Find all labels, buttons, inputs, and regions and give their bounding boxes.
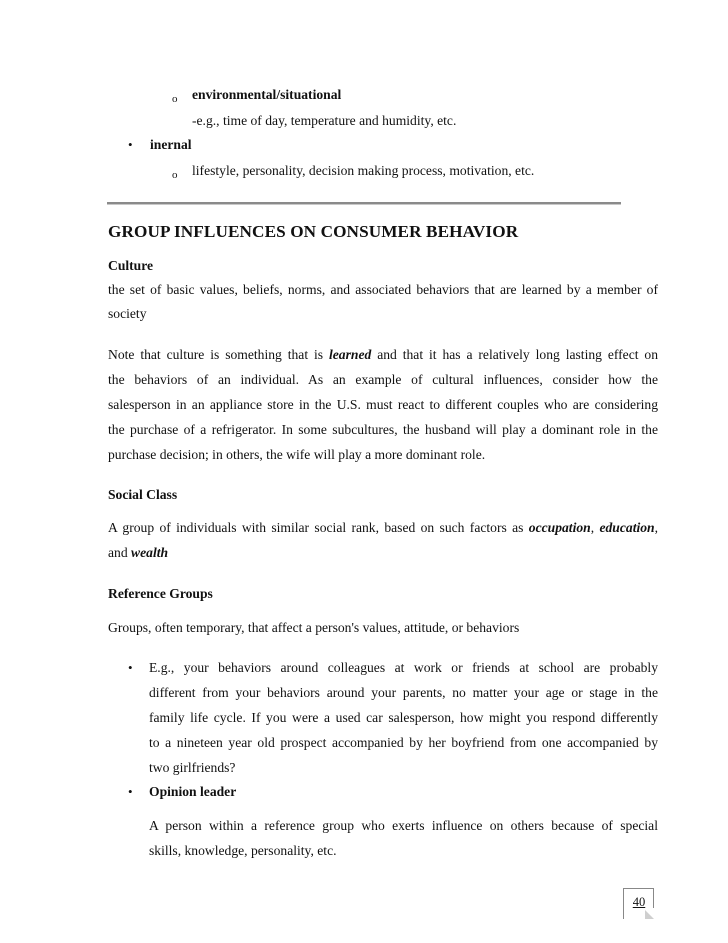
page-number-box-edge [653, 888, 654, 908]
page-number-box [623, 888, 654, 919]
separator: , [654, 520, 659, 535]
circle-bullet-icon: o [172, 93, 178, 105]
reference-groups-heading: Reference Groups [108, 586, 213, 601]
culture-note-prefix: Note that culture is something that is [108, 347, 324, 362]
page-number: 40 [632, 895, 646, 909]
social-class-line [108, 545, 168, 561]
culture-note-line: the behaviors of an individual. As an example of cultural influences, consider how the [108, 372, 658, 387]
social-class-emphasis: occupation [528, 520, 591, 535]
social-class-text: A group of individuals with similar social rank, based on such factors as [108, 520, 524, 535]
culture-note-line: purchase decision; in others, the wife will play a more dominant role. [108, 447, 486, 462]
internal-example: lifestyle, personality, decision making process, motivation, etc. [192, 163, 535, 178]
social-class-line [108, 520, 658, 536]
page-fold-icon [645, 910, 654, 919]
opinion-leader-label: Opinion leader [149, 784, 237, 799]
separator: , [590, 520, 595, 535]
social-class-emphasis: wealth [131, 545, 169, 560]
culture-note-emphasis: learned [329, 347, 372, 362]
example-line: E.g., your behaviors around colleagues at work or friends at school are probably [149, 660, 658, 675]
social-class-heading: Social Class [108, 487, 178, 502]
culture-heading: Culture [108, 258, 154, 273]
environmental-label: environmental/situational [192, 87, 342, 102]
example-line: different from your behaviors around your parents, no matter your age or stage in the [149, 685, 658, 700]
reference-groups-definition: Groups, often temporary, that affect a person's values, attitude, or behaviors [108, 620, 520, 635]
social-class-text: and [108, 545, 128, 560]
example-line: two girlfriends? [149, 760, 236, 775]
horizontal-rule [107, 202, 621, 205]
opinion-leader-line: skills, knowledge, personality, etc. [149, 843, 337, 858]
opinion-leader-line: A person within a reference group who exerts influence on others because of special [149, 818, 658, 833]
internal-label: inernal [150, 137, 192, 152]
example-line: family life cycle. If you were a used car salesperson, how might you respond differently [149, 710, 658, 725]
social-class-emphasis: education [599, 520, 655, 535]
bullet-icon: • [128, 137, 133, 152]
section-title: GROUP INFLUENCES ON CONSUMER BEHAVIOR [108, 222, 519, 241]
culture-note-line: the purchase of a refrigerator. In some subcultures, the husband will play a dominant role in the [108, 422, 658, 437]
bullet-icon: • [128, 784, 133, 799]
environmental-example: -e.g., time of day, temperature and humidity, etc. [192, 113, 457, 128]
culture-note-line: salesperson in an appliance store in the U.S. must react to different couples who are considering [108, 397, 658, 412]
culture-note-rest: and that it has a relatively long lasting effect on [377, 347, 659, 362]
example-line: to a nineteen year old prospect accompanied by her boyfriend from one accompanied by [149, 735, 658, 750]
culture-note-line [108, 347, 658, 363]
culture-definition-line: the set of basic values, beliefs, norms, and associated behaviors that are learned by a member of [108, 282, 658, 297]
culture-definition-line: society [108, 306, 147, 321]
bullet-icon: • [128, 660, 133, 675]
circle-bullet-icon: o [172, 169, 178, 181]
